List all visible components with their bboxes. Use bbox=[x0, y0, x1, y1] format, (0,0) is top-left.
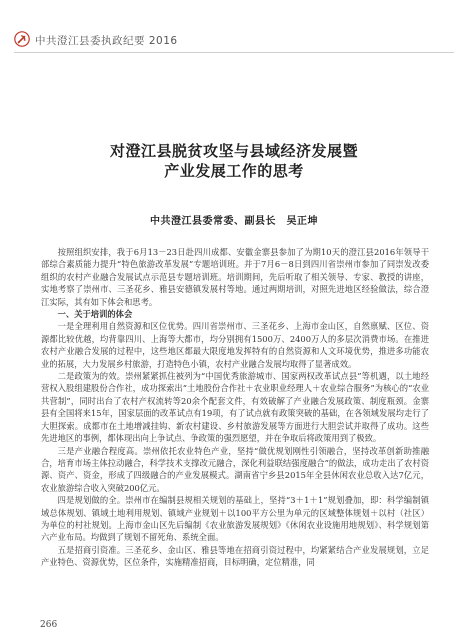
paragraph-intro: 按照组织安排，我于6月13－23日赴四川成都、安徽金寨县参加了为期10天的澄江县2016年领导干部综合素质能力提升“特色旅游改革发展”专题培训班。并于7月6－8日到四川省崇州市参加了同崇发改委组织的农村产业融合发展试点示范县专题培训班。培训期间，先后听取了相关领导、专家、教授的讲座，实地考察了崇州市、三圣花乡、雅县安德镇发展村等地。通过两期培训，对照先进地区经验做法，综合澄江实际，其有如下体会和思考。 bbox=[41, 247, 429, 307]
paragraph-point-5: 五是招商引资准。三圣花乡、金山区、雅县等地在招商引资过程中，均紧紧结合产业发展规划，立足产业特色、资源优势，区位条件，实施精准招商，目标明确，定位精准，同 bbox=[41, 544, 429, 568]
article-title-line1: 对澄江县脱贫攻坚与县域经济发展暨 bbox=[109, 142, 358, 160]
paragraph-point-2: 二是政策为的效。崇州紧紧抓住被列为“中国优秀旅游城市、国家两权改革试点县”等机遇，以土地经营权入股组建股份合作社，成功探索出“土地股份合作社＋农业职业经理人＋农业综合服务”为核心的“农业共营制”，同时出台了农村产权流转等20余个配套文件，有效破解了产业融合发展政策、制度瓶颈。金寨县有全国将来15年，国家层面的改革试点有19项，有了试点就有政策突破的基础，在各领域发展均走行了大胆探索。成都市在土地增减挂钩、新农村建设、乡村旅游发展等方面进行大胆尝试并取得了成功。这些先进地区的事例，都体现出向上争试点、争政策的强烈愿望，并在争取后将政策用到了极致。 bbox=[41, 371, 429, 444]
paragraph-point-4: 四是规划做的全。崇州市在编制县规相关规划的基础上，坚持“3＋1＋1”规划叠加，即：科学编制镇域总体规划、镇域土地利用规划、镇域产业规划＋以100平方公里为单元的区域整体规划＋以村（社区）为单位的村社规划。上海市金山区先后编制《农业旅游发展规划》《休闲农业设施用地规划》、科学规划第六产业布局。均做到了规划不留死角、系统全面。 bbox=[41, 495, 429, 543]
party-emblem-icon bbox=[14, 31, 30, 47]
section-heading: 一、关于培训的体会 bbox=[57, 309, 133, 320]
paragraph-point-1: 一是全理利用自然资源和区位优势。四川省崇州市、三圣花乡、上海市金山区，自然禀赋、区位、资源都比较优越，均背靠四川、上海等大都市，均分别拥有1500万、2400万人的多层次消费市场。在推进农村产业融合发展的过程中，这些地区都最大限度地发挥特有的自然资源和人文环境优势，推进多功能农业的拓展，大力发展乡村旅游，打造特色小镇，农村产业融合发展均取得了显著成效。 bbox=[41, 321, 429, 369]
page-number: 266 bbox=[40, 620, 58, 630]
header-divider bbox=[14, 52, 454, 53]
paragraph-point-3: 三是产业融合程度高。崇州依托农业特色产业，坚持“做优规划刚性引领融合，坚持改革创新助推融合，培育市场主体拉动融合，科学技术支撑改元融合，深化利益联结强度融合”的做法，成功走出了农村资源、资产、资金，形成了四级融合的产业发展模式。湖南省宁乡县2015年全县休闲农业总收入达7亿元，农业旅游综合收入突破200亿元。 bbox=[41, 445, 429, 493]
article-body bbox=[41, 246, 429, 569]
article-title-line2: 产业发展工作的思考 bbox=[164, 162, 304, 180]
article-author: 中共澄江县委常委、副县长 吴正坤 bbox=[150, 216, 318, 227]
running-header-title: 中共澄江县委执政纪要 2016 bbox=[35, 35, 178, 47]
running-header bbox=[14, 30, 454, 50]
